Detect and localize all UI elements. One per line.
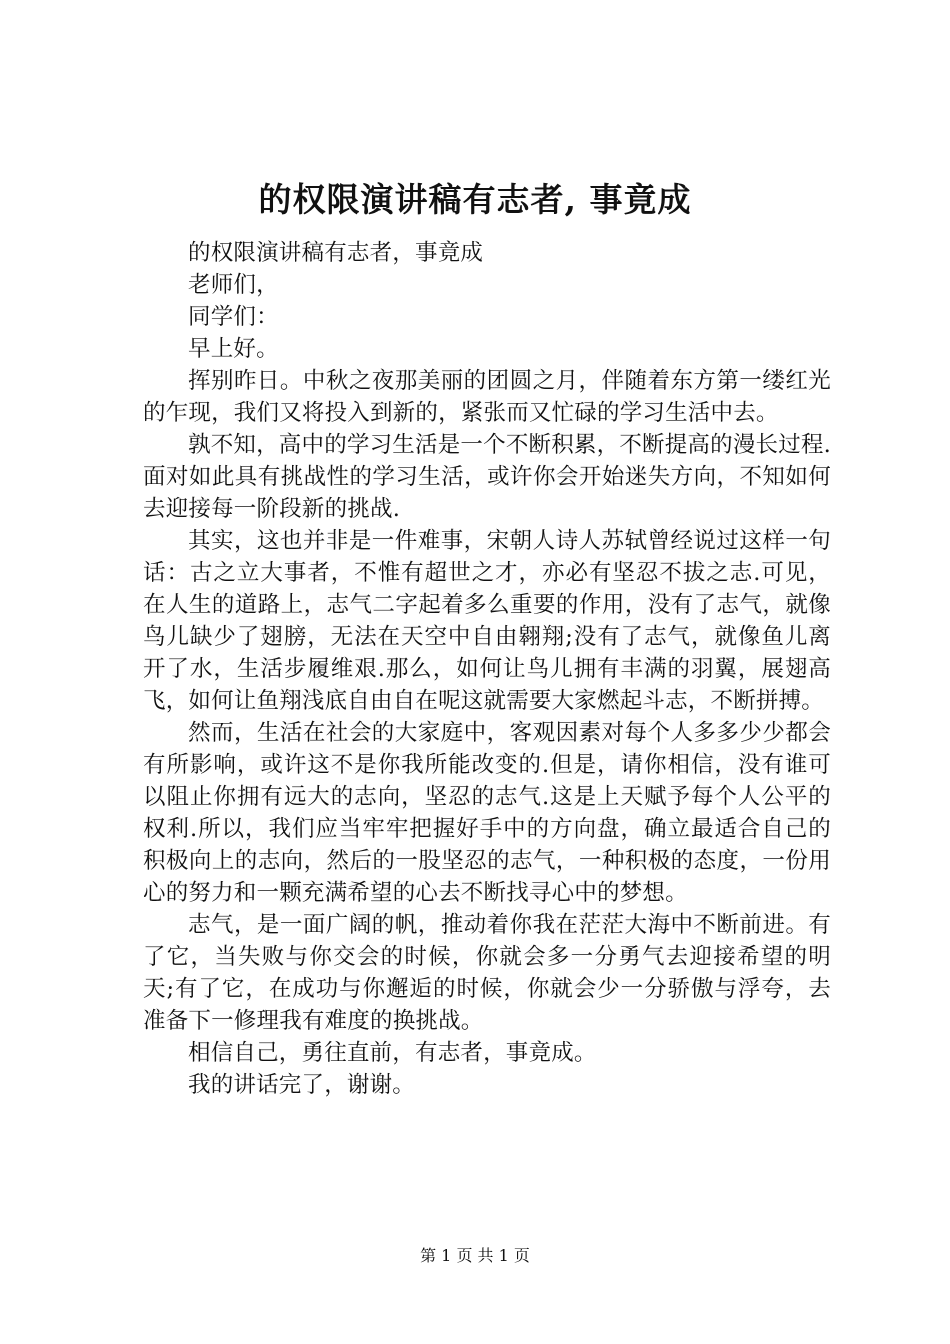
paragraph: 同学们： bbox=[188, 304, 279, 330]
page-footer bbox=[0, 1246, 950, 1266]
paragraph: 老师们， bbox=[188, 272, 279, 298]
paragraph: 的权限演讲稿有志者，事竟成 bbox=[188, 240, 484, 266]
document-title: 的权限演讲稿有志者, 事竟成 bbox=[258, 180, 692, 219]
paragraph: 志气，是一面广阔的帆，推动着你我在茫茫大海中不断前进。有了它，当失败与你交会的时候，你就会多一分勇气去迎接希望的明天;有了它，在成功与你邂逅的时候，你就会少一分骄傲与浮夸，去准备下一修理我有难度的换挑战。 bbox=[143, 912, 831, 1034]
paragraph: 挥别昨日。中秋之夜那美丽的团圆之月，伴随着东方第一缕红光的乍现，我们又将投入到新的，紧张而又忙碌的学习生活中去。 bbox=[143, 368, 831, 426]
document-body bbox=[143, 237, 831, 1101]
paragraph: 然而，生活在社会的大家庭中，客观因素对每个人多多少少都会有所影响，或许这不是你我所能改变的.但是，请你相信，没有谁可以阻止你拥有远大的志向，坚忍的志气.这是上天赋予每个人公平的权利.所以，我们应当牢牢把握好手中的方向盘，确立最适合自己的积极向上的志向，然后的一股坚忍的志气，一种积极的态度，一份用心的努力和一颗充满希望的心去不断找寻心中的梦想。 bbox=[143, 720, 831, 906]
paragraph: 其实，这也并非是一件难事，宋朝人诗人苏轼曾经说过这样一句话：古之立大事者，不惟有超世之才，亦必有坚忍不拔之志.可见，在人生的道路上，志气二字起着多么重要的作用，没有了志气，就像鸟儿缺少了翅膀，无法在天空中自由翱翔;没有了志气，就像鱼儿离开了水，生活步履维艰.那么，如何让鸟儿拥有丰满的羽翼，展翅高飞，如何让鱼翔浅底自由自在呢这就需要大家燃起斗志，不断拼搏。 bbox=[143, 528, 831, 714]
page-total: 共 1 页 bbox=[477, 1246, 530, 1265]
paragraph: 我的讲话完了，谢谢。 bbox=[188, 1072, 416, 1098]
paragraph: 相信自己，勇往直前，有志者，事竟成。 bbox=[188, 1040, 597, 1066]
paragraph: 孰不知，高中的学习生活是一个不断积累，不断提高的漫长过程.面对如此具有挑战性的学习生活，或许你会开始迷失方向，不知如何去迎接每一阶段新的挑战. bbox=[143, 432, 831, 522]
page-number: 第 1 页 bbox=[420, 1246, 473, 1265]
paragraph: 早上好。 bbox=[188, 336, 279, 362]
